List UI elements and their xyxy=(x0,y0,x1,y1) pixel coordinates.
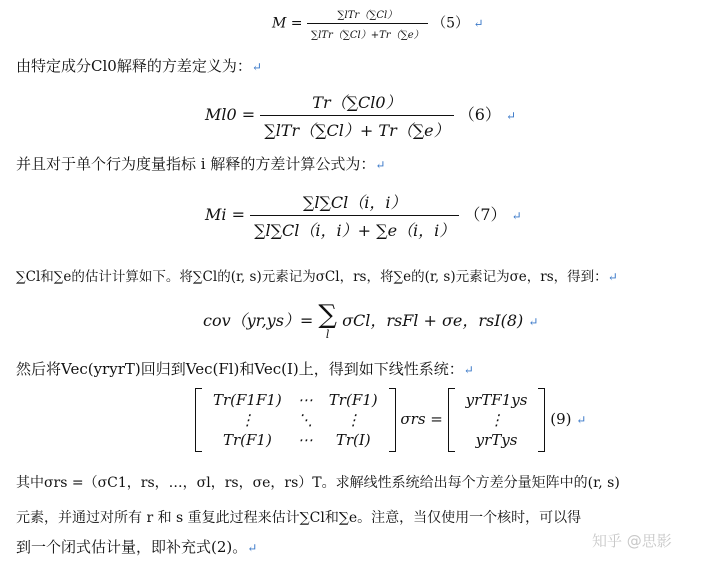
eq8-rhs: σCl，rsFl + σe，rsI(8) xyxy=(342,311,524,330)
eq7-denominator: ∑l∑Cl（i，i）+ ∑e（i，i） xyxy=(250,215,459,241)
paragraph-line-5: 其中σrs =（σC1，rs，…，σl，rs，σe，rs）T。求解线性系统给出每个方差分量矩阵中的(r, s) xyxy=(16,475,620,491)
equation-9 xyxy=(195,388,586,452)
eq5-lhs: M = xyxy=(272,15,303,32)
eq6-lhs: Ml0 = xyxy=(205,105,256,124)
matrix-cell: Tr(F1F1) xyxy=(213,391,282,409)
return-mark: ↵ xyxy=(251,60,262,74)
eq7-fraction xyxy=(250,190,459,241)
equation-8 xyxy=(203,302,538,341)
matrix-cell: ⋮ xyxy=(345,411,361,429)
sigma-rs: σrs = xyxy=(400,410,443,428)
eq8-summation xyxy=(318,302,337,341)
matrix-cell: Tr(F1) xyxy=(328,391,378,409)
return-mark: ↵ xyxy=(247,541,258,555)
paragraph-line-7: 到一个闭式估计量，即补充式(2)。↵ xyxy=(16,538,258,556)
return-mark: ↵ xyxy=(607,270,618,284)
matrix-cell: ⋮ xyxy=(239,411,255,429)
paragraph-line-3: ∑Cl和∑e的估计计算如下。将∑Cl的(r, s)元素记为σCl，rs，将∑e的(r, s)元素记为σe，rs，得到：↵ xyxy=(16,269,618,285)
eq5-denominator: ∑lTr（∑Cl）+Tr（∑e） xyxy=(307,23,428,41)
summation-symbol: ∑ xyxy=(318,300,337,330)
vector-cell: yrTys xyxy=(475,431,518,449)
eq6-fraction xyxy=(260,90,453,141)
equation-6 xyxy=(205,90,516,141)
eq6-denominator: ∑lTr（∑Cl）+ Tr（∑e） xyxy=(260,115,453,141)
paragraph-line-6: 元素，并通过对所有 r 和 s 重复此过程来估计∑Cl和∑e。注意，当仅使用一个核时，可以得 xyxy=(16,510,582,526)
eq7-numerator: ∑l∑Cl（i，i） xyxy=(302,193,407,212)
matrix-cell: ⋱ xyxy=(297,411,313,429)
result-vector xyxy=(448,388,546,452)
matrix-cell: Tr(F1) xyxy=(222,431,272,449)
return-mark: ↵ xyxy=(506,109,517,123)
eq8-lhs: cov（yr,ys）= xyxy=(203,311,314,330)
coefficient-matrix xyxy=(195,388,396,452)
matrix-cell: ⋯ xyxy=(297,391,313,409)
eq5-tag: （5） xyxy=(432,15,470,32)
eq6-numerator: Tr（∑Cl0） xyxy=(312,93,402,112)
equation-5 xyxy=(272,6,484,41)
eq7-tag: （7） xyxy=(464,205,507,224)
matrix-cell: Tr(I) xyxy=(335,431,371,449)
eq7-lhs: Mi = xyxy=(205,205,245,224)
vector-cell: yrTF1ys xyxy=(465,391,528,409)
equation-7 xyxy=(205,190,522,241)
vector-cell: ⋮ xyxy=(489,411,505,429)
return-mark: ↵ xyxy=(463,363,474,377)
eq9-tag: (9) xyxy=(550,410,572,428)
return-mark: ↵ xyxy=(528,315,539,329)
return-mark: ↵ xyxy=(576,413,587,427)
watermark: 知乎 @思影 xyxy=(592,532,672,550)
eq6-tag: （6） xyxy=(458,105,501,124)
return-mark: ↵ xyxy=(511,209,522,223)
eq5-fraction xyxy=(307,6,428,41)
eq5-numerator: ∑lTr（∑Cl） xyxy=(337,10,398,21)
paragraph-line-4: 然后将Vec(yryrT)回归到Vec(Fl)和Vec(I)上，得到如下线性系统：↵ xyxy=(16,360,474,378)
matrix-cell: ⋯ xyxy=(297,431,313,449)
summation-index: l xyxy=(325,328,330,341)
paragraph-line-1: 由特定成分Cl0解释的方差定义为：↵ xyxy=(16,57,262,75)
paragraph-line-2: 并且对于单个行为度量指标 i 解释的方差计算公式为：↵ xyxy=(16,155,386,173)
return-mark: ↵ xyxy=(375,158,386,172)
return-mark: ↵ xyxy=(473,16,484,31)
